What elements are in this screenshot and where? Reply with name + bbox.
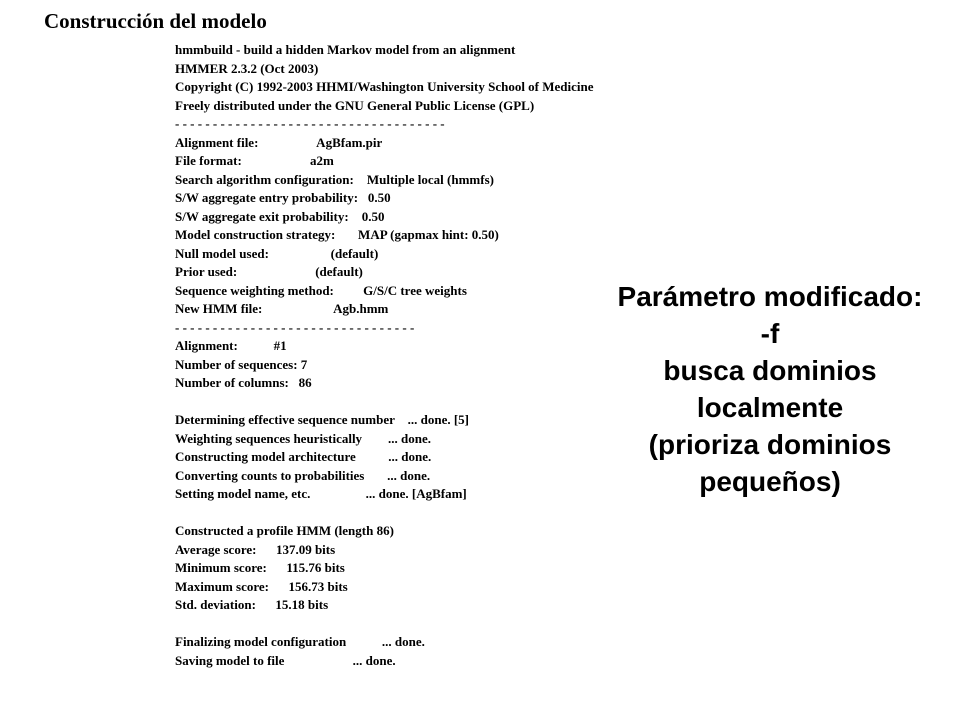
log-line: Constructing model architecture ... done. bbox=[175, 449, 432, 464]
hmmbuild-output bbox=[175, 41, 645, 670]
log-line: Average score: 137.09 bits bbox=[175, 541, 336, 557]
log-line: Weighting sequences heuristically ... done. bbox=[175, 430, 432, 446]
callout-line: Parámetro modificado: bbox=[617, 281, 923, 312]
callout-line: localmente bbox=[696, 392, 844, 423]
blank-line bbox=[175, 504, 645, 523]
log-line: Determining effective sequence number ... done. [5] bbox=[175, 412, 470, 427]
log-line: Finalizing model configuration ... done. bbox=[175, 634, 425, 649]
log-line: Sequence weighting method: G/S/C tree weights bbox=[175, 282, 467, 298]
callout-line: (prioriza dominios bbox=[648, 429, 892, 460]
log-line: Alignment file: AgBfam.pir bbox=[175, 134, 383, 150]
log-line: Minimum score: 115.76 bits bbox=[175, 560, 345, 575]
log-line: Model construction strategy: MAP (gapmax hint: 0.50) bbox=[175, 227, 499, 242]
log-line: Setting model name, etc. ... done. [AgBfam] bbox=[175, 486, 467, 501]
log-line: Number of columns: 86 bbox=[175, 375, 312, 390]
blank-line bbox=[175, 393, 645, 412]
log-line: Converting counts to probabilities ... done. bbox=[175, 467, 431, 483]
log-line: HMMER 2.3.2 (Oct 2003) bbox=[175, 60, 319, 76]
log-line: Saving model to file ... done. bbox=[175, 652, 396, 668]
parameter-callout bbox=[605, 278, 935, 500]
log-line: Maximum score: 156.73 bits bbox=[175, 578, 348, 594]
log-line: Search algorithm configuration: Multiple local (hmmfs) bbox=[175, 171, 494, 187]
callout-line: pequeños) bbox=[699, 466, 841, 497]
log-line: Copyright (C) 1992-2003 HHMI/Washington University School of Medicine bbox=[175, 79, 594, 94]
log-line: Constructed a profile HMM (length 86) bbox=[175, 523, 394, 538]
log-line: Prior used: (default) bbox=[175, 264, 363, 279]
log-line: Std. deviation: 15.18 bits bbox=[175, 597, 329, 612]
log-line: New HMM file: Agb.hmm bbox=[175, 301, 389, 316]
slide-title: Construcción del modelo bbox=[44, 9, 267, 33]
log-line: S/W aggregate exit probability: 0.50 bbox=[175, 208, 385, 224]
callout-line: busca dominios bbox=[663, 355, 877, 386]
log-line: hmmbuild - build a hidden Markov model from an alignment bbox=[175, 42, 516, 57]
blank-line bbox=[175, 615, 645, 634]
log-line: Null model used: (default) bbox=[175, 245, 379, 261]
log-line: Number of sequences: 7 bbox=[175, 356, 308, 372]
log-line: Alignment: #1 bbox=[175, 338, 287, 353]
log-line: File format: a2m bbox=[175, 153, 334, 168]
separator-line: - - - - - - - - - - - - - - - - - - - - - - - - - - - - - - - - bbox=[175, 319, 415, 335]
separator-line: - - - - - - - - - - - - - - - - - - - - - - - - - - - - - - - - - - - - bbox=[175, 116, 445, 131]
callout-line: -f bbox=[760, 318, 780, 349]
log-line: Freely distributed under the GNU General Public License (GPL) bbox=[175, 97, 535, 113]
log-line: S/W aggregate entry probability: 0.50 bbox=[175, 190, 391, 205]
